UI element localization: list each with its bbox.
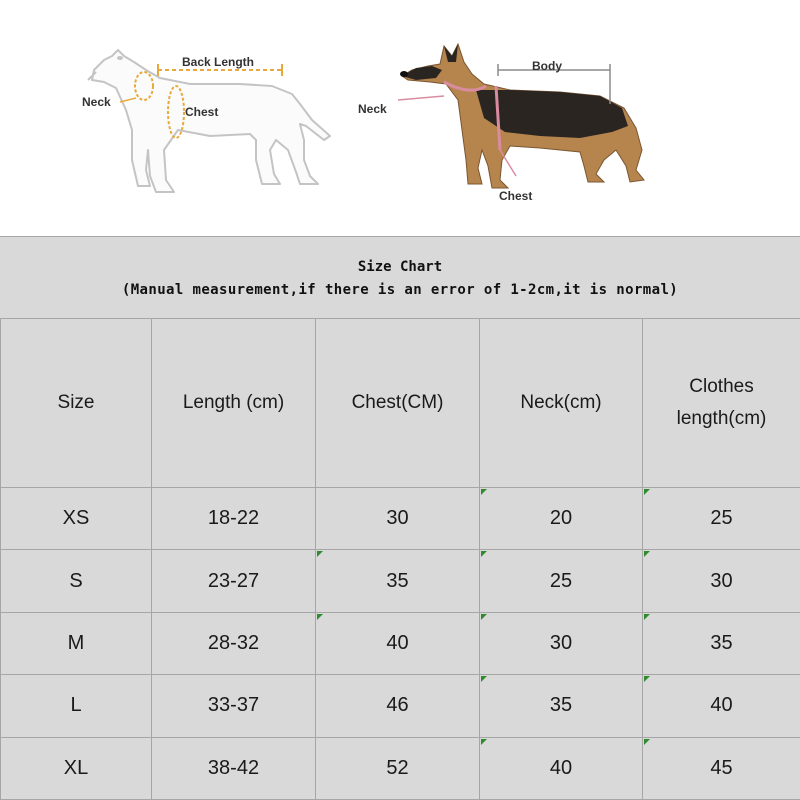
cell-length: 28-32 [152, 612, 316, 674]
cell-chest: 46 [316, 675, 480, 737]
size-chart-title: Size Chart [357, 259, 443, 275]
neck-label-left: Neck [82, 95, 111, 109]
cell-clothes-length: 35 [643, 612, 800, 674]
cell-chest: 35 [316, 550, 480, 612]
cell-size: L [1, 675, 152, 737]
body-label: Body [532, 59, 562, 73]
cell-clothes-length: 45 [643, 737, 800, 799]
cell-size: XS [1, 488, 152, 550]
neck-label-right: Neck [358, 102, 387, 116]
measurement-diagrams [0, 0, 800, 236]
back-length-label: Back Length [182, 55, 255, 69]
cell-chest: 30 [316, 488, 480, 550]
table-row [1, 612, 800, 674]
cell-chest: 52 [316, 737, 480, 799]
table-row [1, 488, 800, 550]
size-chart [0, 236, 800, 800]
cell-size: XL [1, 737, 152, 799]
cell-size: M [1, 612, 152, 674]
chest-label-right: Chest [499, 189, 533, 203]
header-length: Length (cm) [152, 319, 316, 488]
cell-clothes-length: 30 [643, 550, 800, 612]
table-row [1, 737, 800, 799]
size-chart-heading [0, 236, 800, 318]
table-row [1, 675, 800, 737]
cell-length: 18-22 [152, 488, 316, 550]
table-row [1, 550, 800, 612]
dog-outline-diagram [88, 50, 330, 192]
size-chart-subtitle: (Manual measurement,if there is an error of 1-2cm,it is normal) [121, 282, 679, 298]
cell-neck: 30 [480, 612, 643, 674]
header-chest: Chest(CM) [316, 319, 480, 488]
cell-chest: 40 [316, 612, 480, 674]
cell-neck: 40 [480, 737, 643, 799]
cell-length: 23-27 [152, 550, 316, 612]
cell-clothes-length: 25 [643, 488, 800, 550]
table-header-row [1, 319, 800, 488]
cell-neck: 35 [480, 675, 643, 737]
cell-clothes-length: 40 [643, 675, 800, 737]
cell-length: 33-37 [152, 675, 316, 737]
cell-length: 38-42 [152, 737, 316, 799]
cell-neck: 25 [480, 550, 643, 612]
cell-size: S [1, 550, 152, 612]
cell-neck: 20 [480, 488, 643, 550]
size-table [0, 318, 800, 800]
chest-label-left: Chest [185, 105, 219, 119]
header-size: Size [1, 319, 152, 488]
header-clothes-length: Clothes length(cm) [643, 319, 800, 488]
shepherd-dog-photo [400, 44, 644, 188]
header-neck: Neck(cm) [480, 319, 643, 488]
